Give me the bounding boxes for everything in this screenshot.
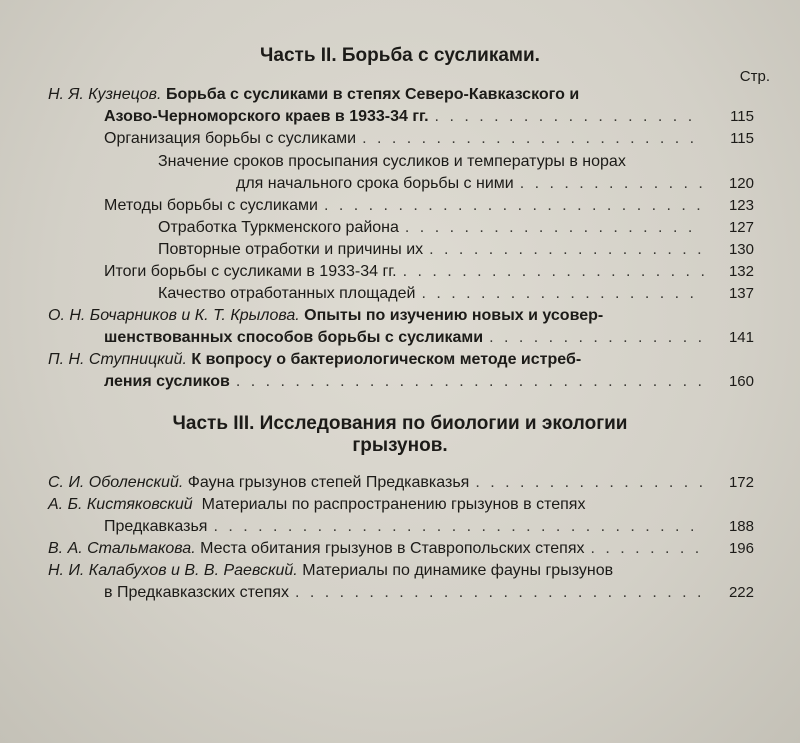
entry-author: О. Н. Бочарников и К. Т. Крылова. <box>48 307 300 324</box>
entry-author: Н. И. Калабухов и В. В. Раевский. <box>48 562 298 579</box>
entry-author: П. Н. Ступницкий. <box>48 351 187 368</box>
entry-title-line1: Значение сроков просыпания сусликов и температуры в норах <box>158 153 626 170</box>
entry-title-line2: в Предкавказских степях <box>104 584 289 601</box>
entry-title-line1: Материалы по динамике фауны грызунов <box>302 562 614 579</box>
entry-page: 172 <box>728 474 754 491</box>
entry-title-line1: Опыты по изучению новых и усовер- <box>304 307 604 324</box>
entry-author: А. Б. Кистяковский <box>48 496 193 513</box>
entry-page: 141 <box>728 329 754 346</box>
entry-kuznetsov <box>48 84 754 128</box>
entry-title: Качество отработанных площадей <box>158 285 416 302</box>
entry-author: Н. Я. Кузнецов. <box>48 86 162 103</box>
entry-title-line1: К вопросу о бактериологическом методе истреб- <box>191 351 582 368</box>
entry-page: 127 <box>728 219 754 236</box>
entry-timing <box>158 151 754 195</box>
entry-title: Места обитания грызунов в Ставропольских степях <box>200 540 585 557</box>
entry-page: 123 <box>728 197 754 214</box>
entry-title: Организация борьбы с сусликами <box>104 130 357 147</box>
entry-page: 196 <box>728 540 754 557</box>
entry-stalmakova <box>48 538 754 560</box>
entry-title: Фауна грызунов степей Предкавказья <box>187 474 470 491</box>
entry-results <box>104 261 754 283</box>
entry-page: 160 <box>728 373 754 390</box>
entry-turkmen <box>158 217 754 239</box>
entry-author: В. А. Стальмакова. <box>48 540 196 557</box>
entry-title-line2: Предкавказья <box>104 518 208 535</box>
entry-quality <box>158 283 754 305</box>
entry-title-line1: Борьба с сусликами в степях Северо-Кавказского и <box>165 86 580 103</box>
entry-title-line2: Азово-Черноморского краев в 1933-34 гг. <box>104 108 429 125</box>
entry-stupnitsky <box>48 349 754 393</box>
entry-page: 115 <box>730 108 754 125</box>
entry-title-line2: для начального срока борьбы с ними <box>236 175 514 192</box>
entry-title: Методы борьбы с сусликами <box>104 197 318 214</box>
entry-title: Отработка Туркменского района <box>158 219 399 236</box>
part-2-title: Часть II. Борьба с сусликами. <box>260 45 540 66</box>
entry-title-line2: ления сусликов <box>104 373 230 390</box>
entry-page: 188 <box>728 518 754 535</box>
entry-page: 130 <box>728 241 754 258</box>
entry-page: 115 <box>730 130 754 147</box>
entry-author: С. И. Оболенский. <box>48 474 184 491</box>
entry-title-line2: шенствованных способов борьбы с сусликами <box>104 329 484 346</box>
entry-page: 120 <box>728 175 754 192</box>
entry-page: 132 <box>728 263 754 280</box>
entry-methods <box>104 195 754 217</box>
part-3-title-line2: грызунов. <box>352 435 448 456</box>
entry-kalabukhov <box>48 560 754 604</box>
entry-obolensky <box>48 472 754 494</box>
entry-repeat <box>158 239 754 261</box>
entry-page: 137 <box>728 285 754 302</box>
entry-title-line1: Материалы по распространению грызунов в степях <box>201 496 586 513</box>
part-3-title-line1: Часть III. Исследования по биологии и экологии <box>172 413 628 434</box>
entry-title: Повторные отработки и причины их <box>158 241 424 258</box>
entry-organization <box>104 128 754 150</box>
entry-page: 222 <box>728 584 754 601</box>
page-column-header: Стр. <box>739 68 770 85</box>
entry-title: Итоги борьбы с сусликами в 1933-34 гг. <box>104 263 397 280</box>
entry-bocharnikov <box>48 305 754 349</box>
entry-kistyakovsky <box>48 494 754 538</box>
